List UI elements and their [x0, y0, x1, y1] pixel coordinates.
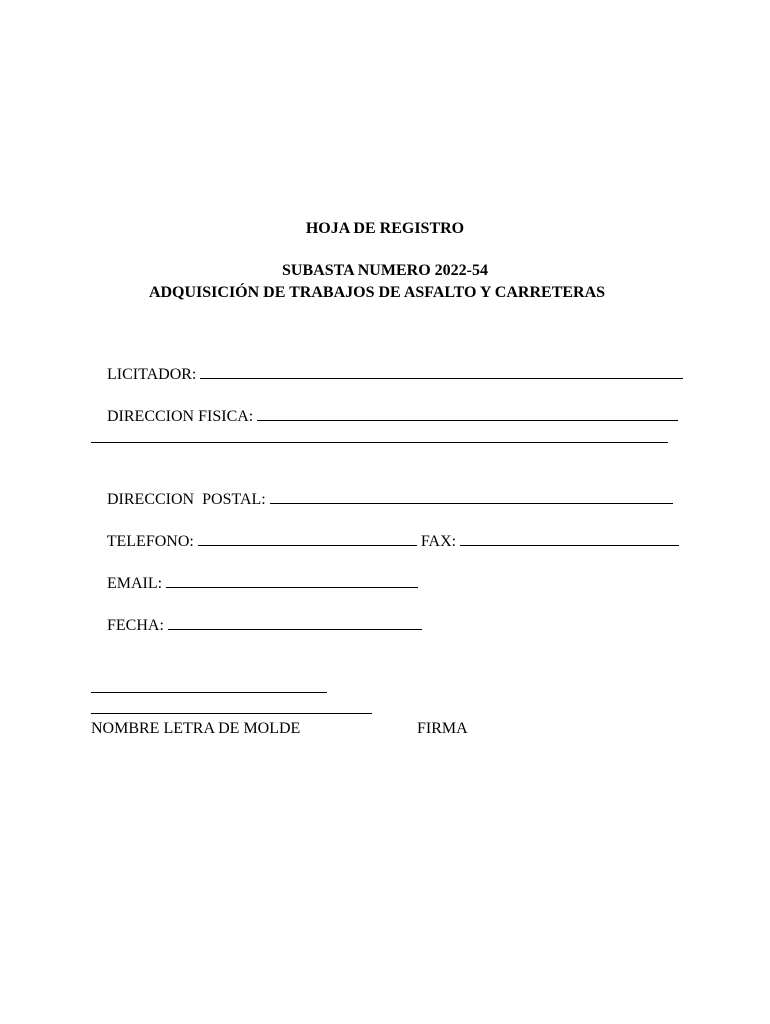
direccion-fisica-field[interactable] — [257, 406, 678, 421]
nombre-letra-molde-label: NOMBRE LETRA DE MOLDE — [91, 720, 301, 737]
firma-label: FIRMA — [417, 720, 468, 737]
direccion-fisica-continuation-field[interactable] — [91, 442, 668, 443]
direccion-postal-field[interactable] — [270, 489, 673, 504]
licitador-field[interactable] — [200, 364, 683, 379]
fecha-row — [91, 595, 422, 656]
telefono-label: TELEFONO: — [106, 533, 198, 550]
firma-signature-line[interactable] — [91, 713, 372, 714]
auction-subject: ADQUISICIÓN DE TRABAJOS DE ASFALTO Y CARRETERAS — [148, 284, 606, 301]
direccion-fisica-row — [91, 386, 678, 447]
telefono-field[interactable] — [198, 531, 417, 546]
fecha-label: FECHA: — [107, 617, 168, 634]
fecha-field[interactable] — [168, 615, 422, 630]
email-label: EMAIL: — [107, 575, 167, 592]
direccion-postal-label: DIRECCION POSTAL: — [107, 491, 270, 508]
nombre-signature-line[interactable] — [91, 692, 327, 693]
licitador-label: LICITADOR: — [107, 366, 201, 383]
auction-number: SUBASTA NUMERO 2022-54 — [282, 262, 488, 279]
fax-field[interactable] — [460, 531, 679, 546]
fax-label: FAX: — [416, 533, 461, 550]
email-field[interactable] — [166, 573, 418, 588]
form-title: HOJA DE REGISTRO — [305, 220, 465, 237]
direccion-fisica-label: DIRECCION FISICA: — [107, 408, 258, 425]
